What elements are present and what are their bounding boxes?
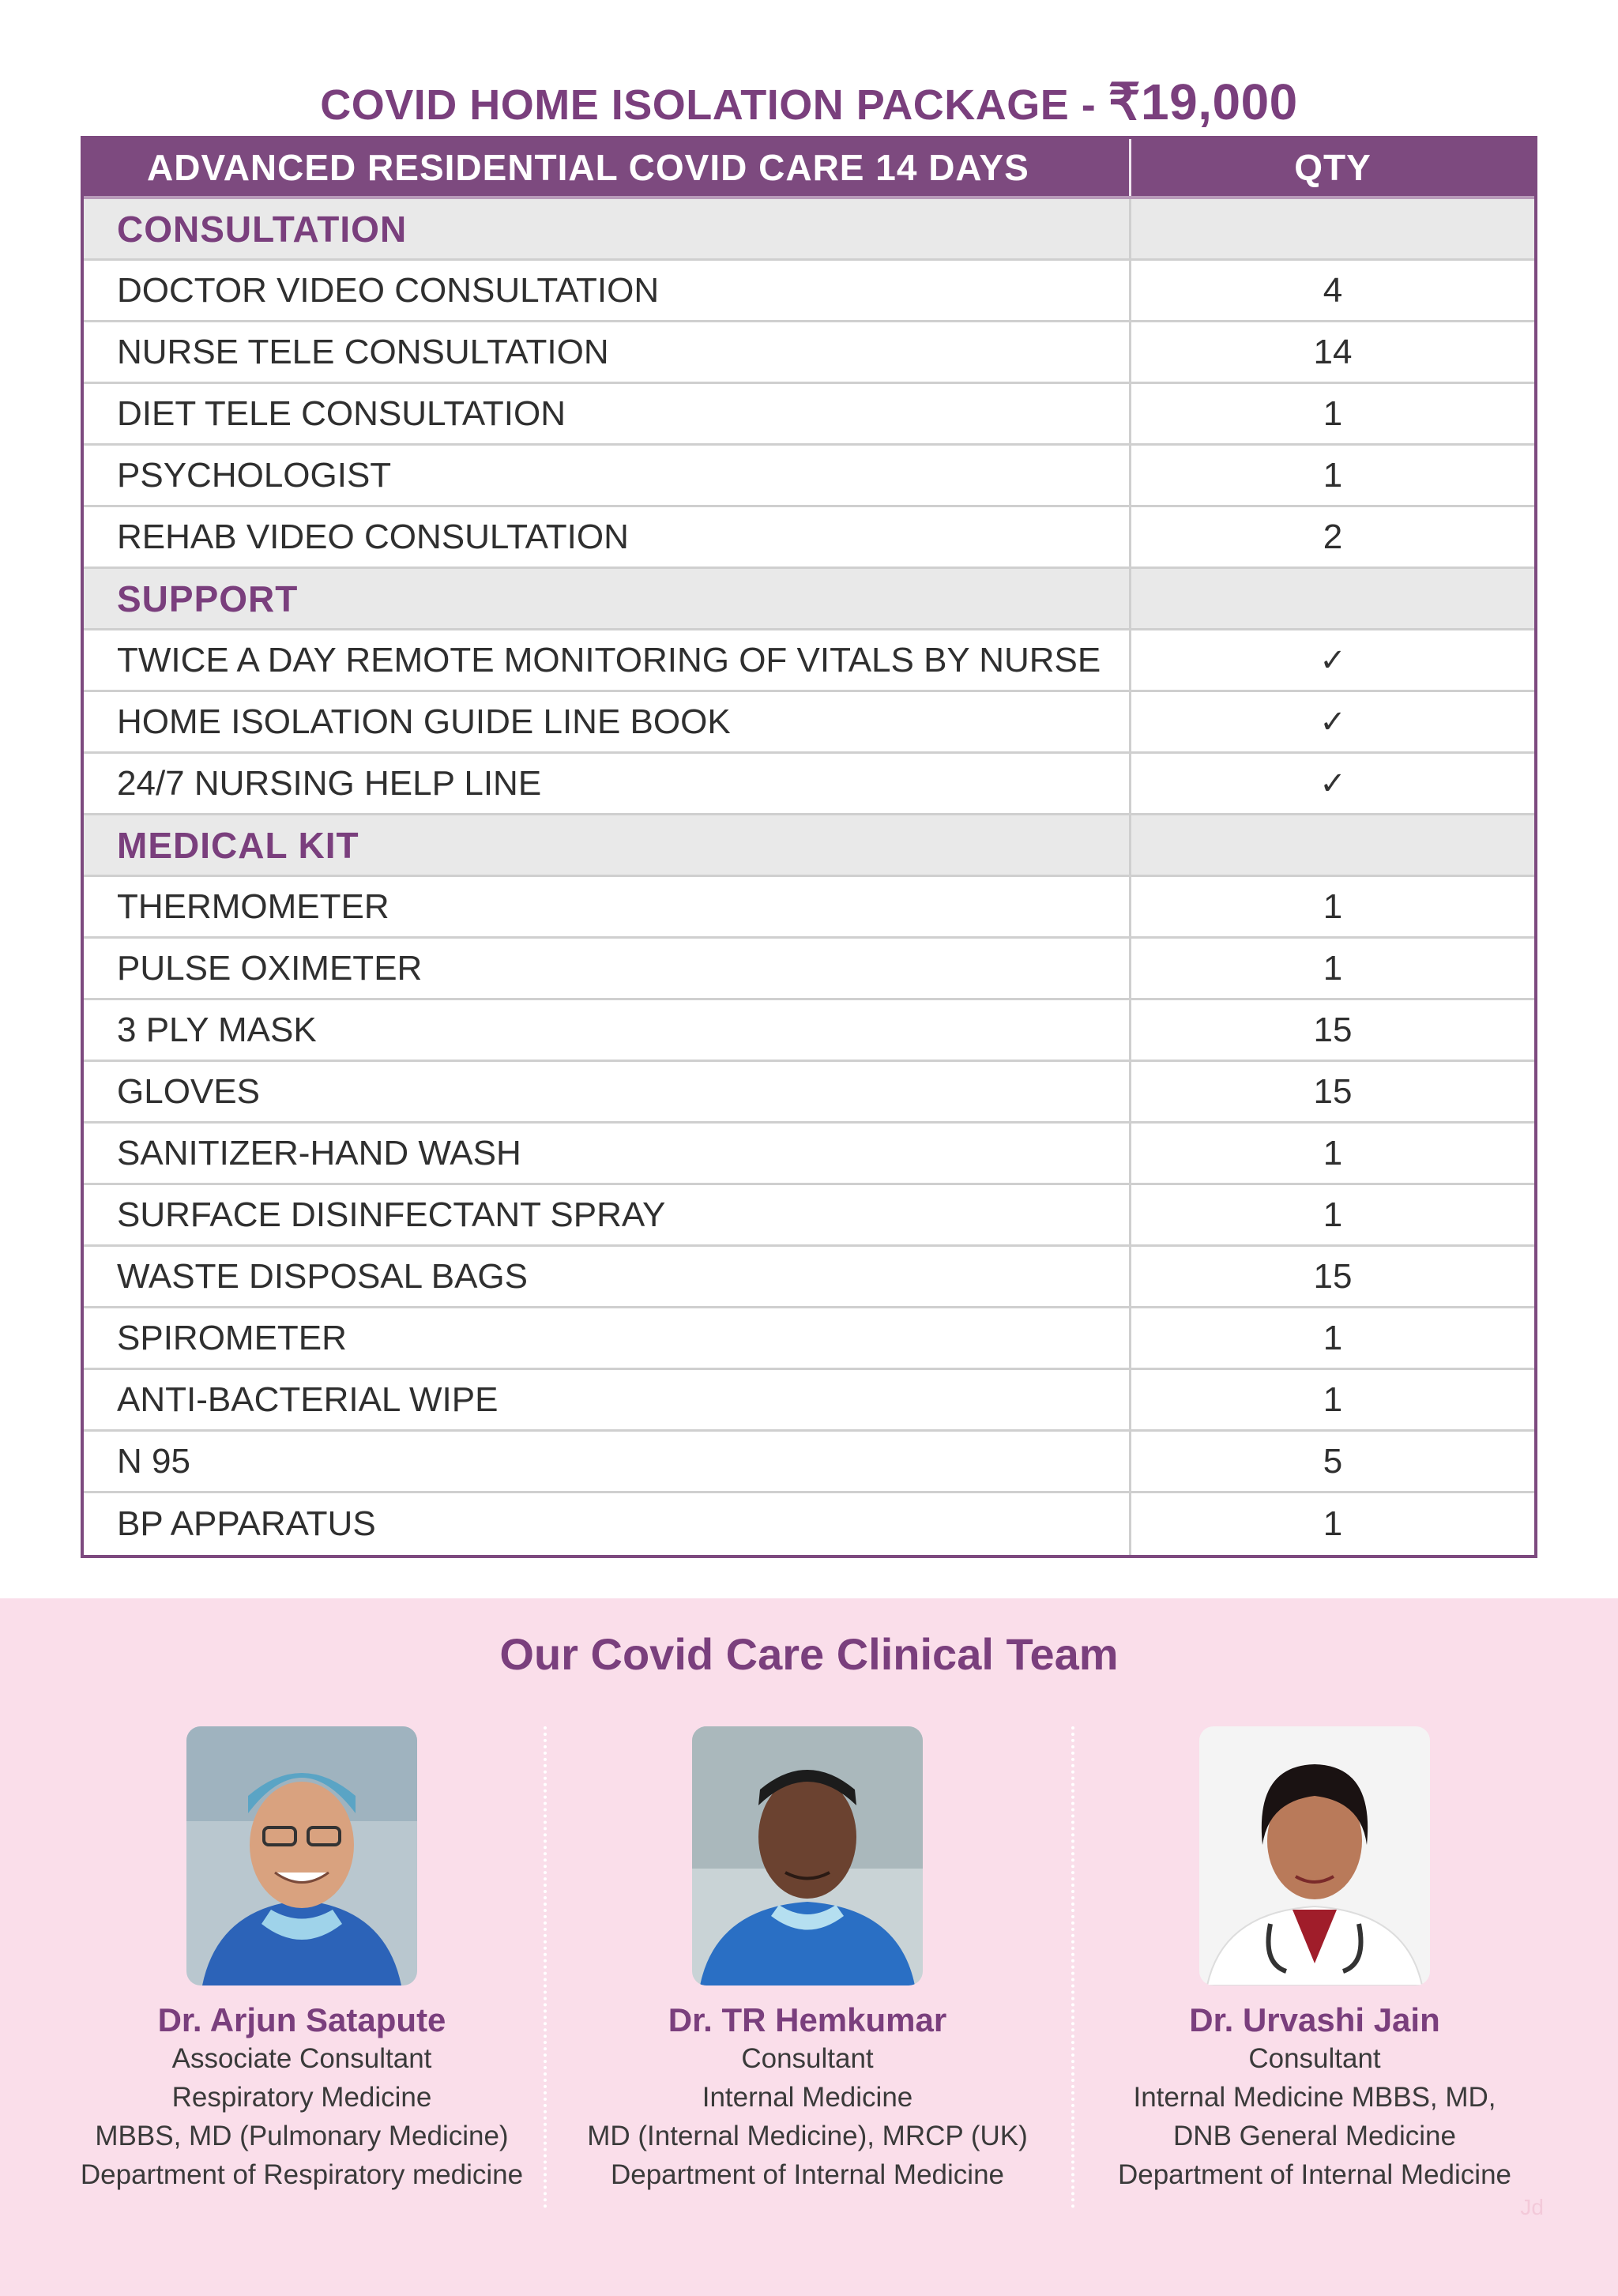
- table-row: [84, 939, 1534, 1000]
- table-row: [84, 630, 1534, 692]
- doctor-name: Dr. TR Hemkumar: [668, 2001, 947, 2038]
- section-row-consultation: [84, 199, 1534, 261]
- item-name: PULSE OXIMETER: [84, 939, 1131, 998]
- item-qty: 15: [1313, 1256, 1353, 1296]
- team-member-card: [1062, 1726, 1567, 2194]
- item-name: REHAB VIDEO CONSULTATION: [84, 507, 1131, 566]
- item-name: NURSE TELE CONSULTATION: [84, 322, 1131, 382]
- doctor-photo: [692, 1726, 923, 1985]
- package-price: ₹19,000: [1108, 73, 1298, 130]
- table-header-name: ADVANCED RESIDENTIAL COVID CARE 14 DAYS: [84, 139, 1131, 196]
- table-row: [84, 322, 1534, 384]
- item-name: SPIROMETER: [84, 1308, 1131, 1368]
- doctor-department: Department of Respiratory medicine: [80, 2159, 524, 2190]
- item-name: GLOVES: [84, 1062, 1131, 1121]
- item-qty: 1: [1323, 948, 1343, 988]
- item-name: 3 PLY MASK: [84, 1000, 1131, 1060]
- package-table: [81, 136, 1537, 1558]
- item-name: 24/7 NURSING HELP LINE: [84, 754, 1131, 813]
- item-name: SURFACE DISINFECTANT SPRAY: [84, 1185, 1131, 1244]
- item-qty: 1: [1323, 1379, 1343, 1419]
- item-qty: 1: [1323, 886, 1343, 926]
- doctor-designation: Associate Consultant: [171, 2043, 432, 2074]
- item-qty: 5: [1323, 1441, 1343, 1481]
- table-row: [84, 1247, 1534, 1308]
- item-name: BP APPARATUS: [84, 1493, 1131, 1555]
- item-qty: 1: [1323, 455, 1343, 495]
- section-label: SUPPORT: [84, 569, 1131, 628]
- table-row: [84, 692, 1534, 754]
- table-row: [84, 1124, 1534, 1185]
- doctor-designation: Consultant: [1248, 2043, 1381, 2074]
- table-row: [84, 1308, 1534, 1370]
- item-name: WASTE DISPOSAL BAGS: [84, 1247, 1131, 1306]
- table-row: [84, 261, 1534, 322]
- section-label: CONSULTATION: [84, 199, 1131, 258]
- clinical-team-section: [0, 1598, 1618, 2296]
- team-title: Our Covid Care Clinical Team: [499, 1629, 1119, 1679]
- table-row: [84, 1185, 1534, 1247]
- table-row: [84, 507, 1534, 569]
- table-row: [84, 1493, 1534, 1555]
- doctor-specialty: Internal Medicine MBBS, MD,: [1133, 2082, 1496, 2113]
- item-name: TWICE A DAY REMOTE MONITORING OF VITALS BY NURSE: [84, 630, 1131, 690]
- table-row: [84, 754, 1534, 815]
- doctor-specialty: Respiratory Medicine: [171, 2082, 432, 2113]
- item-name: N 95: [84, 1432, 1131, 1491]
- table-row: [84, 446, 1534, 507]
- section-row-support: [84, 569, 1534, 630]
- item-qty: 1: [1323, 1318, 1343, 1357]
- check-icon: ✓: [1319, 766, 1346, 801]
- doctor-qualification: MBBS, MD (Pulmonary Medicine): [95, 2121, 509, 2151]
- table-row: [84, 877, 1534, 939]
- package-title: [0, 73, 1618, 132]
- item-qty: 1: [1323, 1133, 1343, 1172]
- table-header-qty: QTY: [1294, 147, 1372, 188]
- package-title-prefix: COVID HOME ISOLATION PACKAGE -: [320, 81, 1108, 129]
- doctor-qualification: DNB General Medicine: [1173, 2121, 1456, 2151]
- item-qty: 15: [1313, 1010, 1353, 1049]
- item-qty: 14: [1313, 332, 1353, 371]
- column-divider: [544, 1726, 547, 2208]
- doctor-name: Dr. Urvashi Jain: [1189, 2001, 1440, 2038]
- item-qty: 1: [1323, 1504, 1343, 1543]
- table-row: [84, 1062, 1534, 1124]
- table-row: [84, 1000, 1534, 1062]
- item-qty: 1: [1323, 1195, 1343, 1234]
- doctor-qualification: MD (Internal Medicine), MRCP (UK): [587, 2121, 1028, 2151]
- team-member-card: [49, 1726, 555, 2194]
- table-header-row: [84, 139, 1534, 199]
- item-name: SANITIZER-HAND WASH: [84, 1124, 1131, 1183]
- doctor-department: Department of Internal Medicine: [1117, 2159, 1512, 2190]
- check-icon: ✓: [1319, 642, 1346, 678]
- item-name: HOME ISOLATION GUIDE LINE BOOK: [84, 692, 1131, 751]
- item-qty: 15: [1313, 1071, 1353, 1111]
- doctor-department: Department of Internal Medicine: [610, 2159, 1005, 2190]
- item-qty: 1: [1323, 393, 1343, 433]
- table-row: [84, 1432, 1534, 1493]
- section-row-medical-kit: [84, 815, 1534, 877]
- team-member-card: [555, 1726, 1060, 2194]
- item-name: DIET TELE CONSULTATION: [84, 384, 1131, 443]
- table-row: [84, 384, 1534, 446]
- item-qty: 2: [1323, 517, 1343, 556]
- doctor-photo: [186, 1726, 417, 1985]
- item-name: THERMOMETER: [84, 877, 1131, 936]
- section-label: MEDICAL KIT: [84, 815, 1131, 875]
- doctor-photo: [1199, 1726, 1430, 1985]
- item-name: DOCTOR VIDEO CONSULTATION: [84, 261, 1131, 320]
- item-name: PSYCHOLOGIST: [84, 446, 1131, 505]
- check-icon: ✓: [1319, 704, 1346, 740]
- doctor-designation: Consultant: [741, 2043, 874, 2074]
- watermark-logo: Jd: [1520, 2195, 1544, 2219]
- doctor-name: Dr. Arjun Satapute: [157, 2001, 446, 2038]
- item-qty: 4: [1323, 270, 1343, 310]
- doctor-specialty: Internal Medicine: [702, 2082, 913, 2113]
- table-row: [84, 1370, 1534, 1432]
- item-name: ANTI-BACTERIAL WIPE: [84, 1370, 1131, 1429]
